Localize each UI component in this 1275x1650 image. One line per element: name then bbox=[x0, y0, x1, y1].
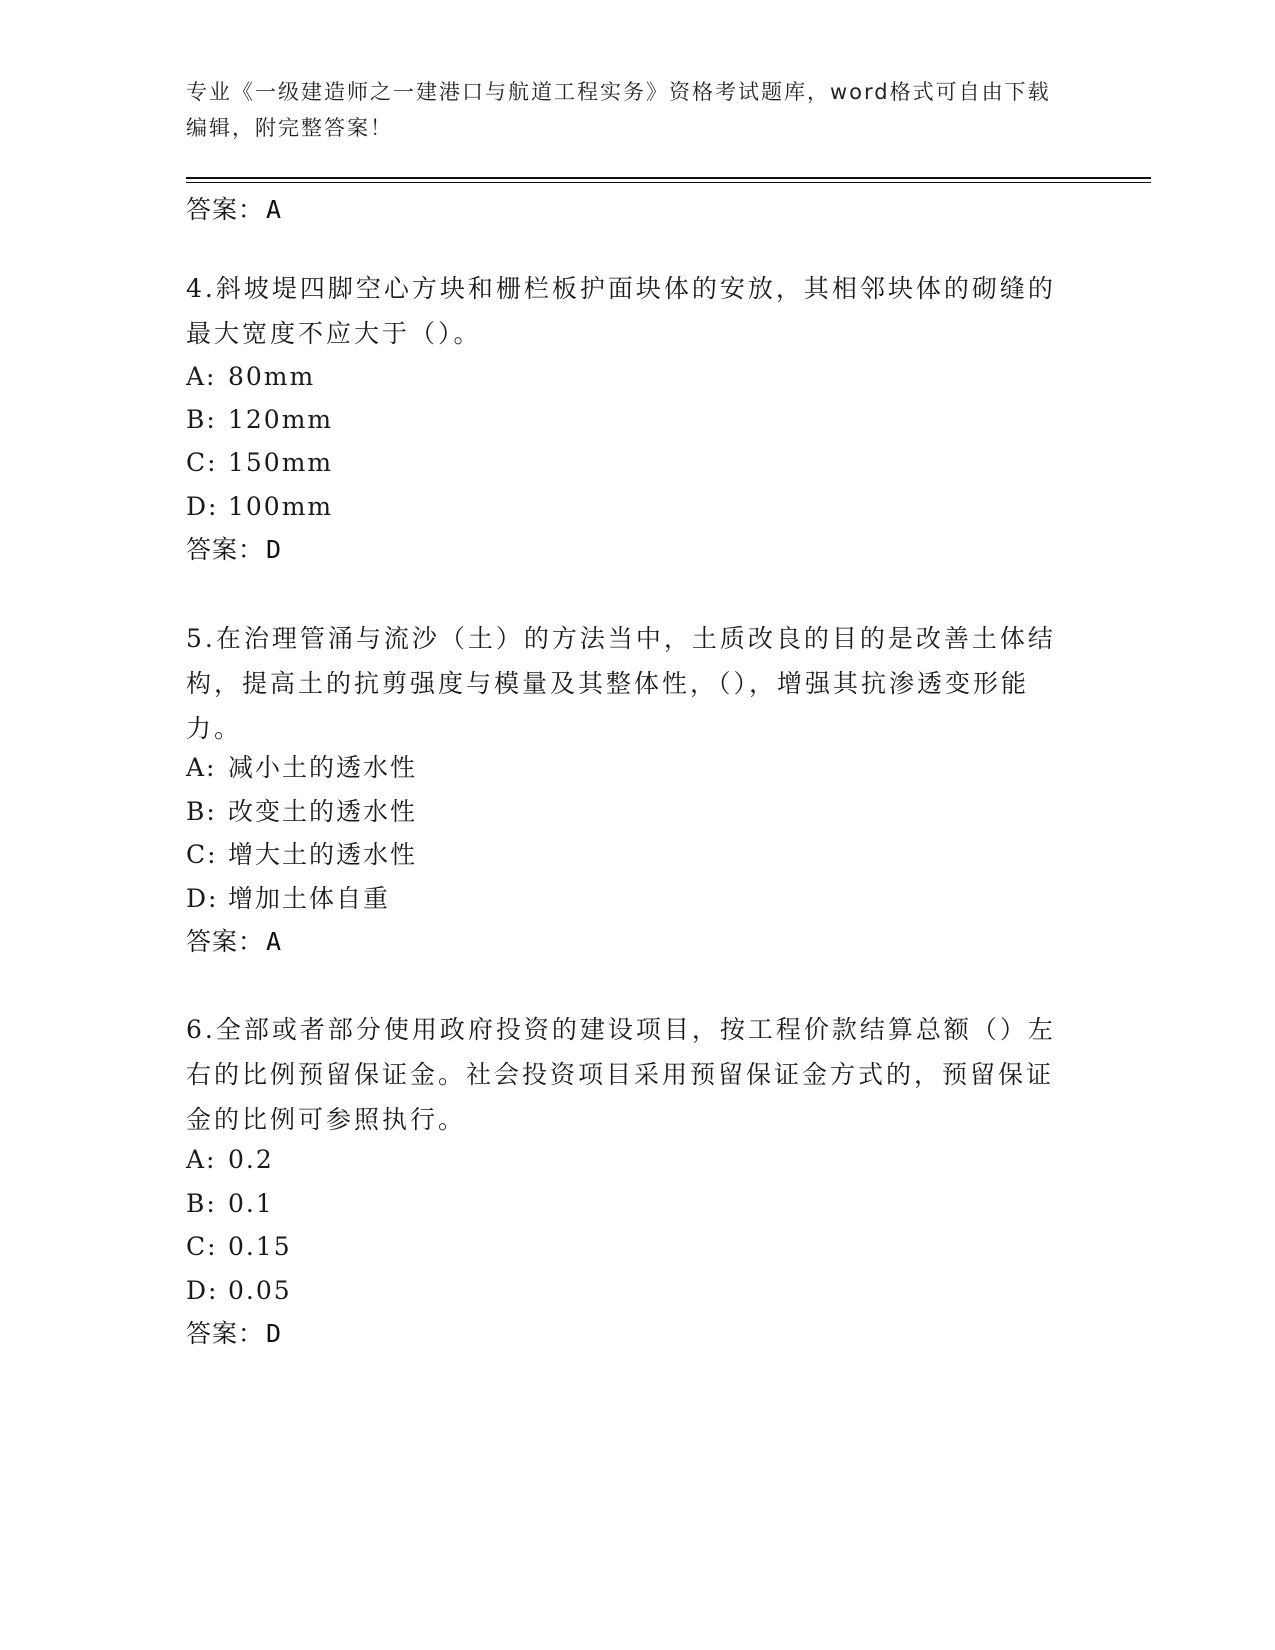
answer-value: A bbox=[266, 195, 283, 224]
option-letter: A: bbox=[186, 753, 217, 782]
option-text: 100mm bbox=[228, 492, 334, 521]
answer-value: A bbox=[266, 927, 283, 956]
option-text: 0.2 bbox=[228, 1145, 274, 1174]
answer-value: D bbox=[266, 535, 283, 564]
option-d bbox=[186, 879, 390, 919]
answer-line bbox=[186, 190, 282, 230]
option-letter: D: bbox=[186, 884, 219, 913]
option-letter: B: bbox=[186, 1189, 217, 1218]
question-5: 5.在治理管涌与流沙（土）的方法当中，土质改良的目的是改善土体结构，提高土的抗剪强度与模量及其整体性，（），增强其抗渗透变形能力。 bbox=[186, 624, 1056, 743]
answer-label: 答案： bbox=[186, 927, 265, 956]
option-d bbox=[186, 487, 333, 527]
option-text: 120mm bbox=[228, 405, 334, 434]
option-letter: B: bbox=[186, 405, 217, 434]
option-a bbox=[186, 748, 417, 788]
option-text: 减小土的透水性 bbox=[228, 753, 418, 782]
option-text: 增大土的透水性 bbox=[228, 840, 418, 869]
option-a bbox=[186, 1140, 274, 1180]
option-text: 0.05 bbox=[228, 1276, 292, 1305]
option-text: 0.1 bbox=[228, 1189, 274, 1218]
option-letter: B: bbox=[186, 797, 217, 826]
option-text: 80mm bbox=[228, 362, 316, 391]
question-4: 4.斜坡堤四脚空心方块和栅栏板护面块体的安放，其相邻块体的砌缝的最大宽度不应大于（）。 bbox=[186, 274, 1056, 348]
option-letter: D: bbox=[186, 1276, 219, 1305]
option-c bbox=[186, 835, 417, 875]
option-b bbox=[186, 792, 417, 832]
option-letter: A: bbox=[186, 1145, 217, 1174]
answer-line bbox=[186, 1314, 282, 1354]
option-c bbox=[186, 443, 333, 483]
answer-label: 答案： bbox=[186, 1319, 265, 1348]
option-d bbox=[186, 1271, 292, 1311]
option-letter: C: bbox=[186, 448, 218, 477]
option-letter: C: bbox=[186, 840, 218, 869]
answer-line bbox=[186, 922, 282, 962]
question-6: 6.全部或者部分使用政府投资的建设项目，按工程价款结算总额（）左右的比例预留保证金。社会投资项目采用预留保证金方式的，预留保证金的比例可参照执行。 bbox=[186, 1015, 1056, 1134]
answer-label: 答案： bbox=[186, 535, 265, 564]
answer-line bbox=[186, 530, 282, 570]
document-header: 专业《一级建造师之一建港口与航道工程实务》资格考试题库，word格式可自由下载编辑，附完整答案！ bbox=[186, 80, 1051, 140]
option-letter: C: bbox=[186, 1232, 218, 1261]
header-rule bbox=[186, 177, 1151, 179]
option-letter: D: bbox=[186, 492, 219, 521]
option-b bbox=[186, 400, 333, 440]
option-b bbox=[186, 1184, 274, 1224]
answer-label: 答案： bbox=[186, 195, 265, 224]
option-text: 增加土体自重 bbox=[228, 884, 391, 913]
option-a bbox=[186, 357, 315, 397]
option-text: 改变土的透水性 bbox=[228, 797, 418, 826]
option-c bbox=[186, 1227, 292, 1267]
option-text: 150mm bbox=[228, 448, 334, 477]
answer-value: D bbox=[266, 1319, 283, 1348]
option-text: 0.15 bbox=[228, 1232, 292, 1261]
header-rule-thin bbox=[186, 182, 1151, 183]
option-letter: A: bbox=[186, 362, 217, 391]
